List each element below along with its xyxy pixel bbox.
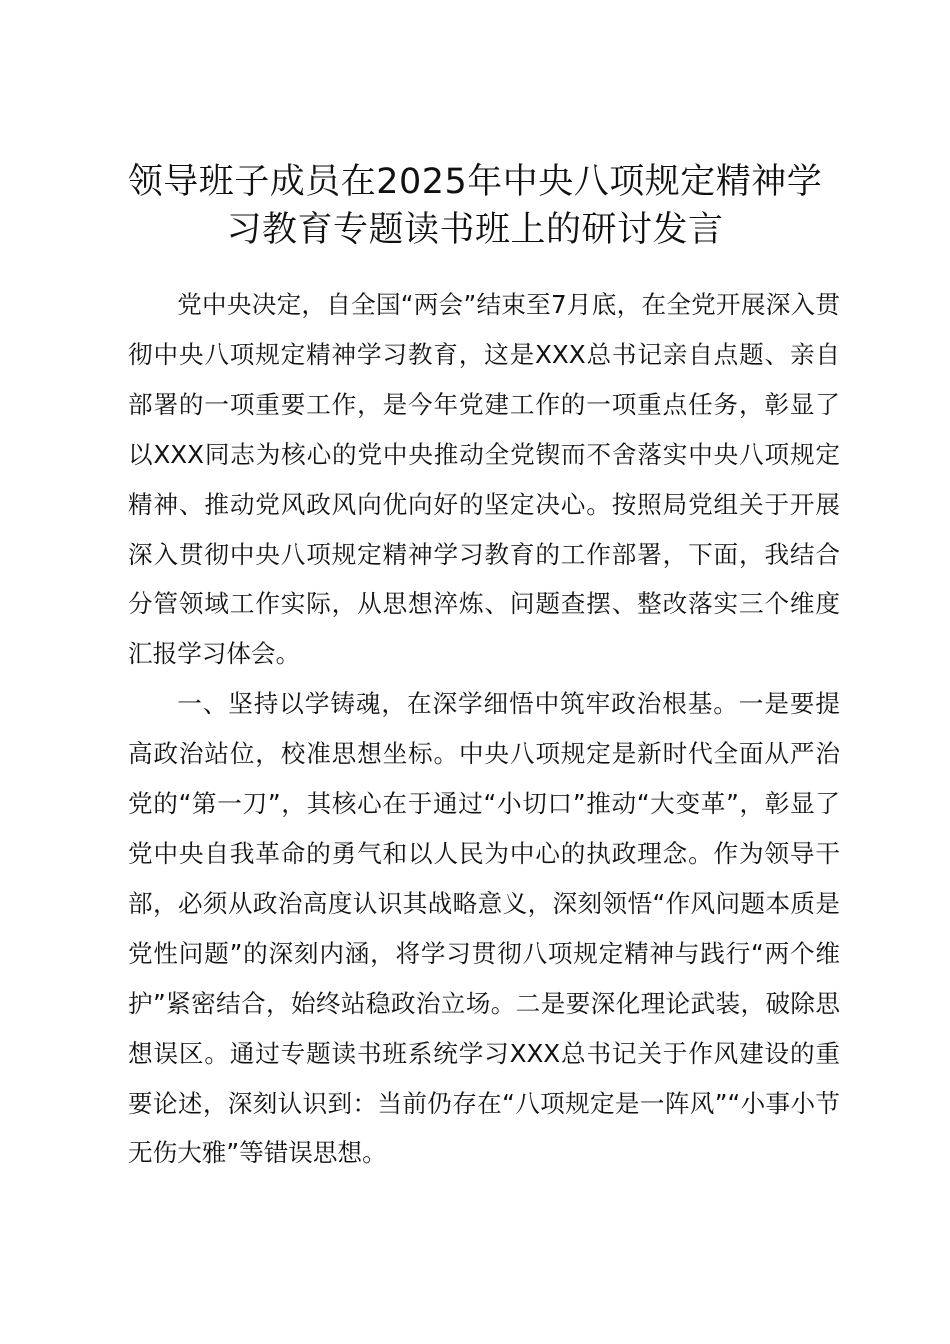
- document-title: 领导班子成员在2025年中央八项规定精神学习教育专题读书班上的研讨发言: [127, 162, 823, 250]
- body-paragraph-intro: 党中央决定，自全国“两会”结束至7月底，在全党开展深入贯彻中央八项规定精神学习教育，这是XXX总书记亲自点题、亲自部署的一项重要工作，是今年党建工作的一项重点任务，彰显了以XXX同志为核心的党中央推动全党锲而不舍落实中央八项规定精神、推动党风政风向优向好的坚定决心。按照局党组关于开展深入贯彻中央八项规定精神学习教育的工作部署，下面，我结合分管领域工作实际，从思想淬炼、问题查摆、整改落实三个维度汇报学习体会。: [128, 290, 840, 669]
- body-paragraph-section-one: 一、坚持以学铸魂，在深学细悟中筑牢政治根基。一是要提高政治站位，校准思想坐标。中央八项规定是新时代全面从严治党的“第一刀”，其核心在于通过“小切口”推动“大变革”，彰显了党中央自我革命的勇气和以人民为中心的执政理念。作为领导干部，必须从政治高度认识其战略意义，深刻领悟“作风问题本质是党性问题”的深刻内涵，将学习贯彻八项规定精神与践行“两个维护”紧密结合，始终站稳政治立场。二是要深化理论武装，破除思想误区。通过专题读书班系统学习XXX总书记关于作风建设的重要论述，深刻认识到：当前仍存在“八项规定是一阵风”“小事小节无伤大雅”等错误思想。: [128, 689, 840, 1168]
- document-body: [128, 280, 840, 1178]
